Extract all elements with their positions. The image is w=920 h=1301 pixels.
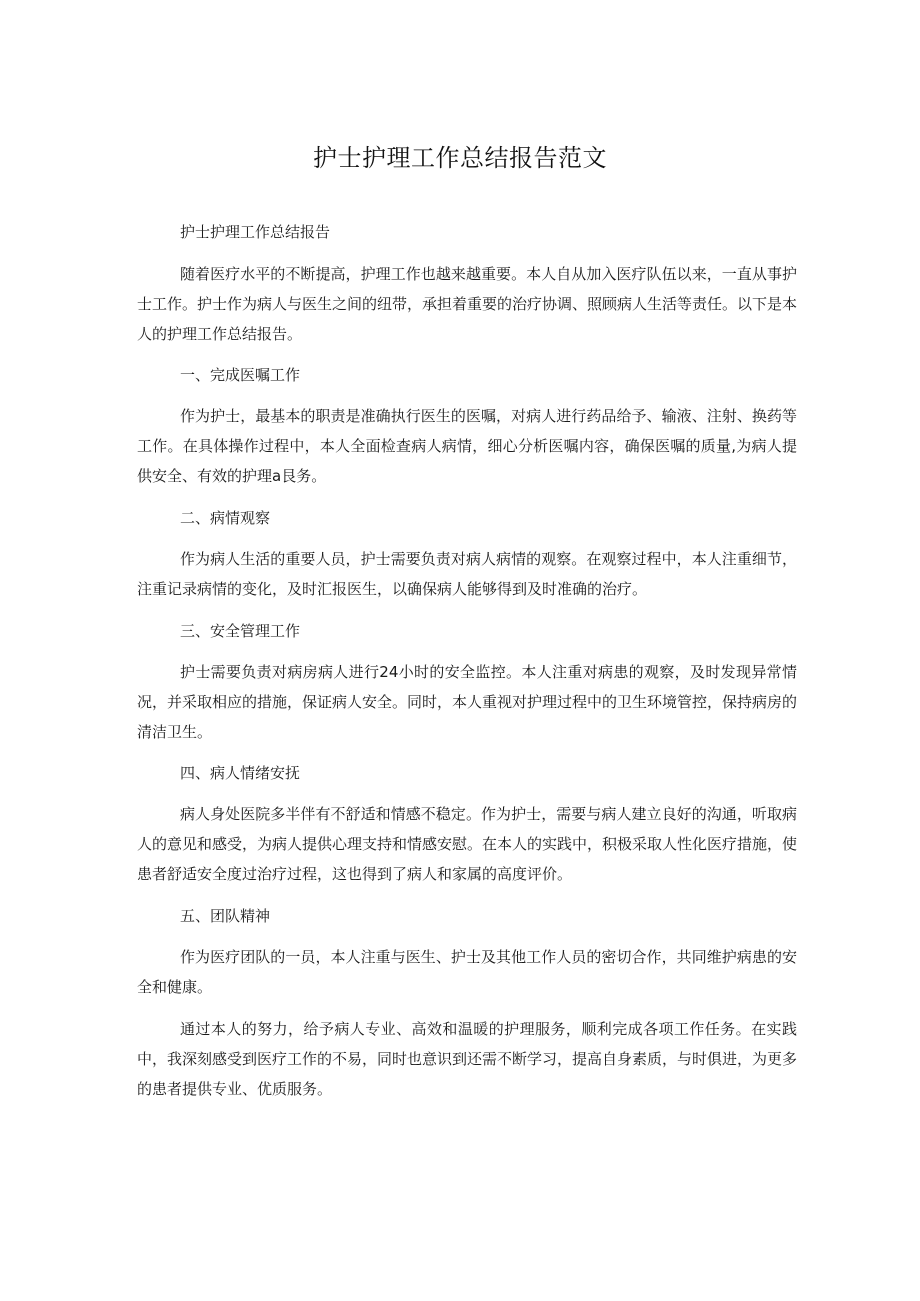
- intro-paragraph: 随着医疗水平的不断提高，护理工作也越来越重要。本人自从加入医疗队伍以来，一直从事护士工作。护士作为病人与医生之间的纽带，承担着重要的治疗协调、照顾病人生活等责任。以下是本人的护理工作总结报告。: [137, 265, 798, 343]
- conclusion-paragraph: 通过本人的努力，给予病人专业、高效和温暖的护理服务，顺利完成各项工作任务。在实践中，我深刻感受到医疗工作的不易，同时也意识到还需不断学习，提高自身素质，与时俱进，为更多的患者提供专业、优质服务。: [137, 1020, 798, 1098]
- section-heading-3: 三、安全管理工作: [180, 622, 301, 640]
- section-body-3: 护士需要负责对病房病人进行24小时的安全监控。本人注重对病患的观察，及时发现异常情况，并采取相应的措施，保证病人安全。同时，本人重视对护理过程中的卫生环境管控，保持病房的清洁卫生。: [137, 663, 798, 741]
- document-title: 护士护理工作总结报告范文: [313, 144, 607, 172]
- document-subtitle: 护士护理工作总结报告: [180, 223, 331, 241]
- section-heading-4: 四、病人情绪安抚: [180, 764, 301, 782]
- section-heading-1: 一、完成医嘱工作: [180, 366, 301, 384]
- section-heading-2: 二、病情观察: [180, 509, 271, 527]
- section-body-1: 作为护士，最基本的职责是准确执行医生的医嘱，对病人进行药品给予、输液、注射、换药等工作。在具体操作过程中，本人全面检查病人病情，细心分析医嘱内容，确保医嘱的质量,为病人提供安全、有效的护理a艮务。: [137, 407, 797, 485]
- section-heading-5: 五、团队精神: [180, 907, 271, 925]
- section-body-2: 作为病人生活的重要人员，护士需要负责对病人病情的观察。在观察过程中，本人注重细节，注重记录病情的变化，及时汇报医生，以确保病人能够得到及时准确的治疗。: [137, 550, 797, 598]
- section-body-4: 病人身处医院多半伴有不舒适和情感不稳定。作为护士，需要与病人建立良好的沟通，听取病人的意见和感受，为病人提供心理支持和情感安慰。在本人的实践中，积极采取人性化医疗措施，使患者舒适安全度过治疗过程，这也得到了病人和家属的高度评价。: [137, 805, 798, 883]
- section-body-5: 作为医疗团队的一员，本人注重与医生、护士及其他工作人员的密切合作，共同维护病患的安全和健康。: [137, 948, 797, 996]
